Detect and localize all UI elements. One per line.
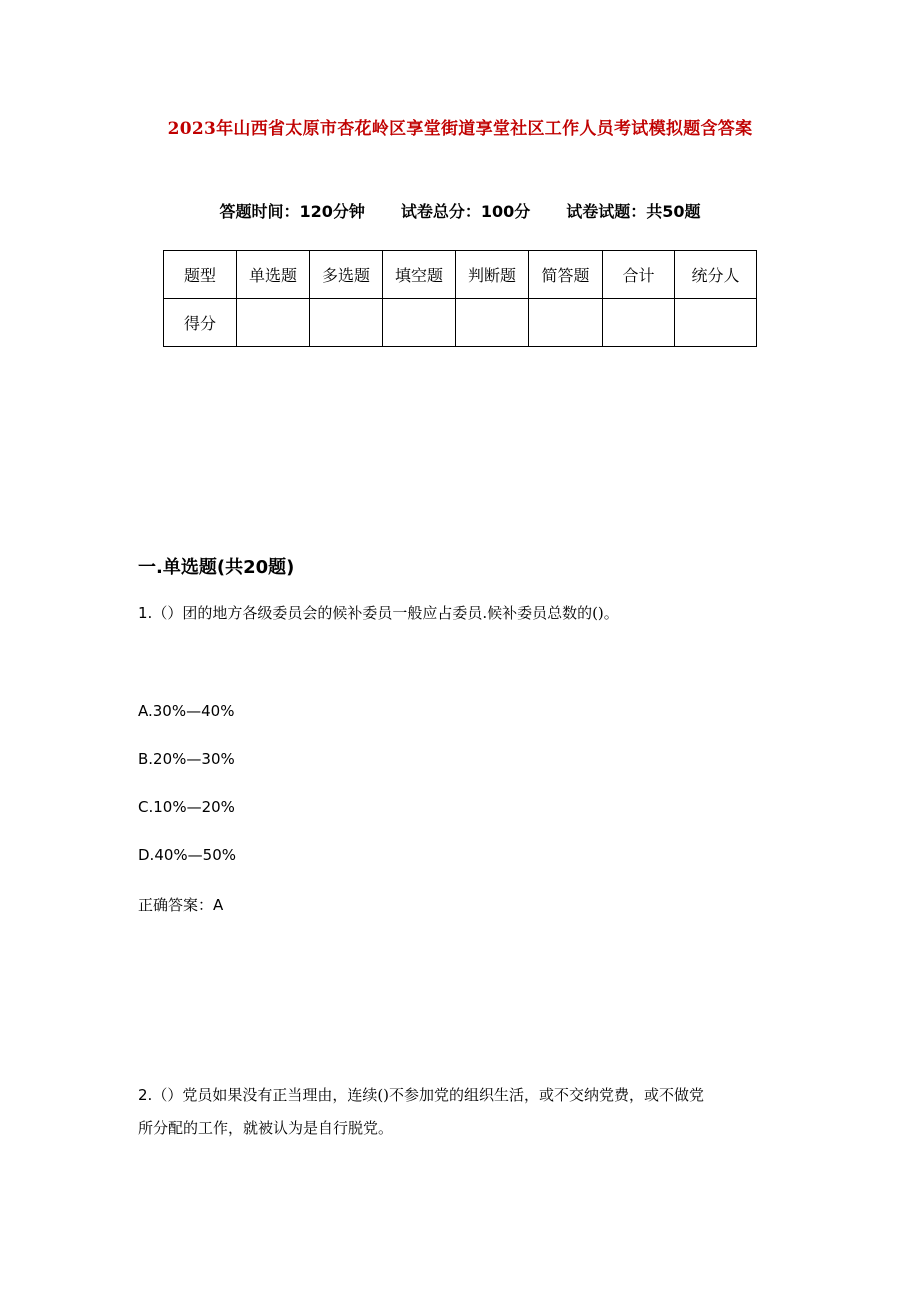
document-title: 2023年山西省太原市杏花岭区享堂街道享堂社区工作人员考试模拟题含答案 (167, 119, 753, 139)
score-table-header-fill: 填空题 (383, 251, 456, 299)
exam-time: 答题时间：120分钟 (219, 202, 365, 221)
answer-value: A (213, 896, 224, 914)
exam-total-score: 试卷总分：100分 (400, 202, 531, 221)
question-1-option-c: C.10%—20% (138, 798, 235, 816)
question-number: 2. (138, 1086, 153, 1104)
section-heading: 一.单选题(共20题) (138, 557, 295, 578)
score-cell (529, 299, 603, 347)
score-table-header-short-answer: 简答题 (529, 251, 603, 299)
score-table-header-single: 单选题 (237, 251, 310, 299)
exam-info (0, 199, 920, 222)
score-table-header-scorer: 统分人 (675, 251, 757, 299)
question-1-text (138, 597, 788, 630)
score-table-header-total: 合计 (603, 251, 675, 299)
score-cell (237, 299, 310, 347)
score-table-score-row (164, 299, 757, 347)
score-cell (383, 299, 456, 347)
question-1-answer (138, 894, 223, 915)
question-2-line-2: 所分配的工作，就被认为是自行脱党。 (138, 1119, 394, 1137)
score-table-header-row (164, 251, 757, 299)
answer-label: 正确答案： (138, 896, 214, 914)
score-table (163, 250, 757, 347)
score-table-header-judge: 判断题 (456, 251, 529, 299)
score-cell (603, 299, 675, 347)
question-stem: （）团的地方各级委员会的候补委员一般应占委员.候补委员总数的()。 (152, 604, 619, 622)
score-cell (310, 299, 383, 347)
exam-question-count: 试卷试题：共50题 (566, 202, 701, 221)
score-table-row-label: 得分 (164, 299, 237, 347)
question-1-option-b: B.20%—30% (138, 750, 235, 768)
question-1-option-d: D.40%—50% (138, 846, 236, 864)
question-2-line-1 (138, 1079, 788, 1112)
question-stem: （）党员如果没有正当理由，连续()不参加党的组织生活，或不交纳党费，或不做党 (152, 1086, 705, 1104)
score-cell (675, 299, 757, 347)
score-table-header-multiple: 多选题 (310, 251, 383, 299)
score-cell (456, 299, 529, 347)
question-number: 1. (138, 604, 153, 622)
question-1-option-a: A.30%—40% (138, 702, 235, 720)
score-table-header-type: 题型 (164, 251, 237, 299)
question-2-text (138, 1079, 788, 1145)
